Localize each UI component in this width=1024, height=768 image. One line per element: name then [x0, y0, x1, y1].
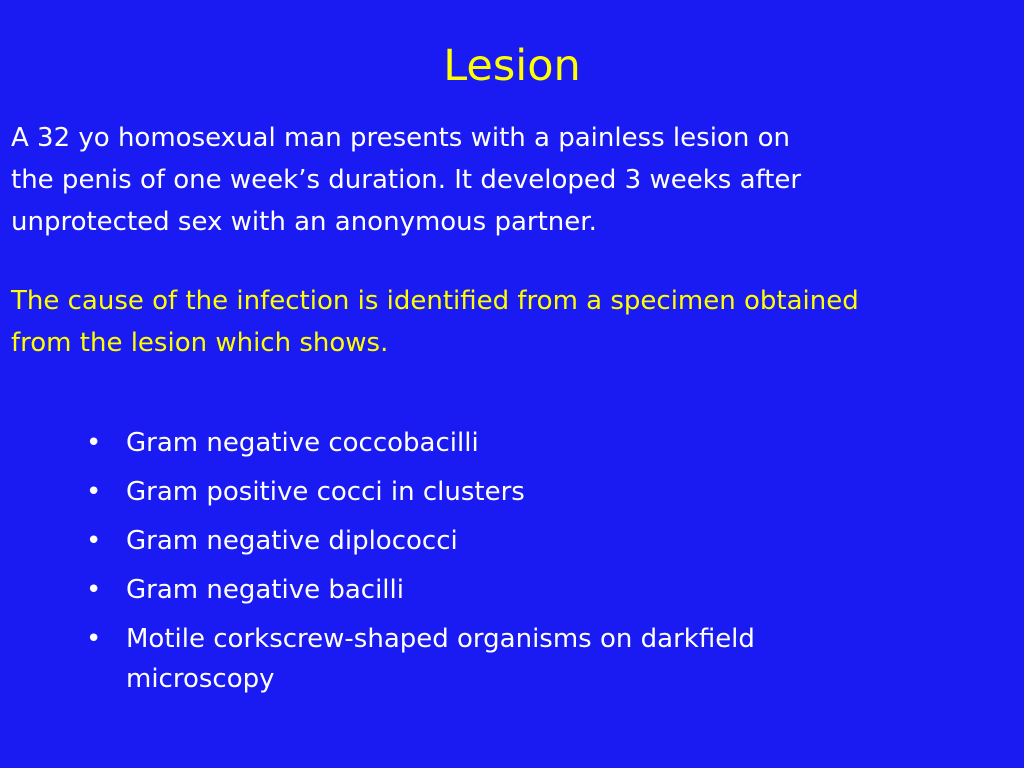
question-line: The cause of the infection is identified from a specimen obtained [11, 286, 859, 316]
answer-option-text [126, 423, 984, 463]
answer-option-text [126, 619, 984, 699]
answer-option-text [126, 570, 984, 610]
answer-option-line: Motile corkscrew-shaped organisms on darkfield [126, 624, 755, 654]
answer-option [84, 472, 984, 512]
answer-option-line: microscopy [126, 664, 275, 694]
question-line: from the lesion which shows. [11, 328, 389, 358]
bullet-icon: • [86, 428, 102, 458]
question-prompt [11, 280, 1011, 364]
answer-option [84, 423, 984, 463]
answer-option-line: Gram negative diplococci [126, 526, 458, 556]
case-line: the penis of one week’s duration. It developed 3 weeks after [11, 165, 802, 195]
case-description [11, 117, 1011, 243]
answer-option-line: Gram negative coccobacilli [126, 428, 479, 458]
answer-options-list [84, 423, 984, 708]
answer-option [84, 619, 984, 699]
answer-option-line: Gram positive cocci in clusters [126, 477, 525, 507]
case-line: unprotected sex with an anonymous partner. [11, 207, 597, 237]
answer-option-text [126, 472, 984, 512]
bullet-icon: • [86, 526, 102, 556]
answer-option-text [126, 521, 984, 561]
answer-option [84, 570, 984, 610]
slide-title: Lesion [443, 41, 581, 91]
answer-option [84, 521, 984, 561]
bullet-icon: • [86, 477, 102, 507]
case-line: A 32 yo homosexual man presents with a painless lesion on [11, 123, 790, 153]
bullet-icon: • [86, 575, 102, 605]
answer-option-line: Gram negative bacilli [126, 575, 404, 605]
bullet-icon: • [86, 624, 102, 654]
